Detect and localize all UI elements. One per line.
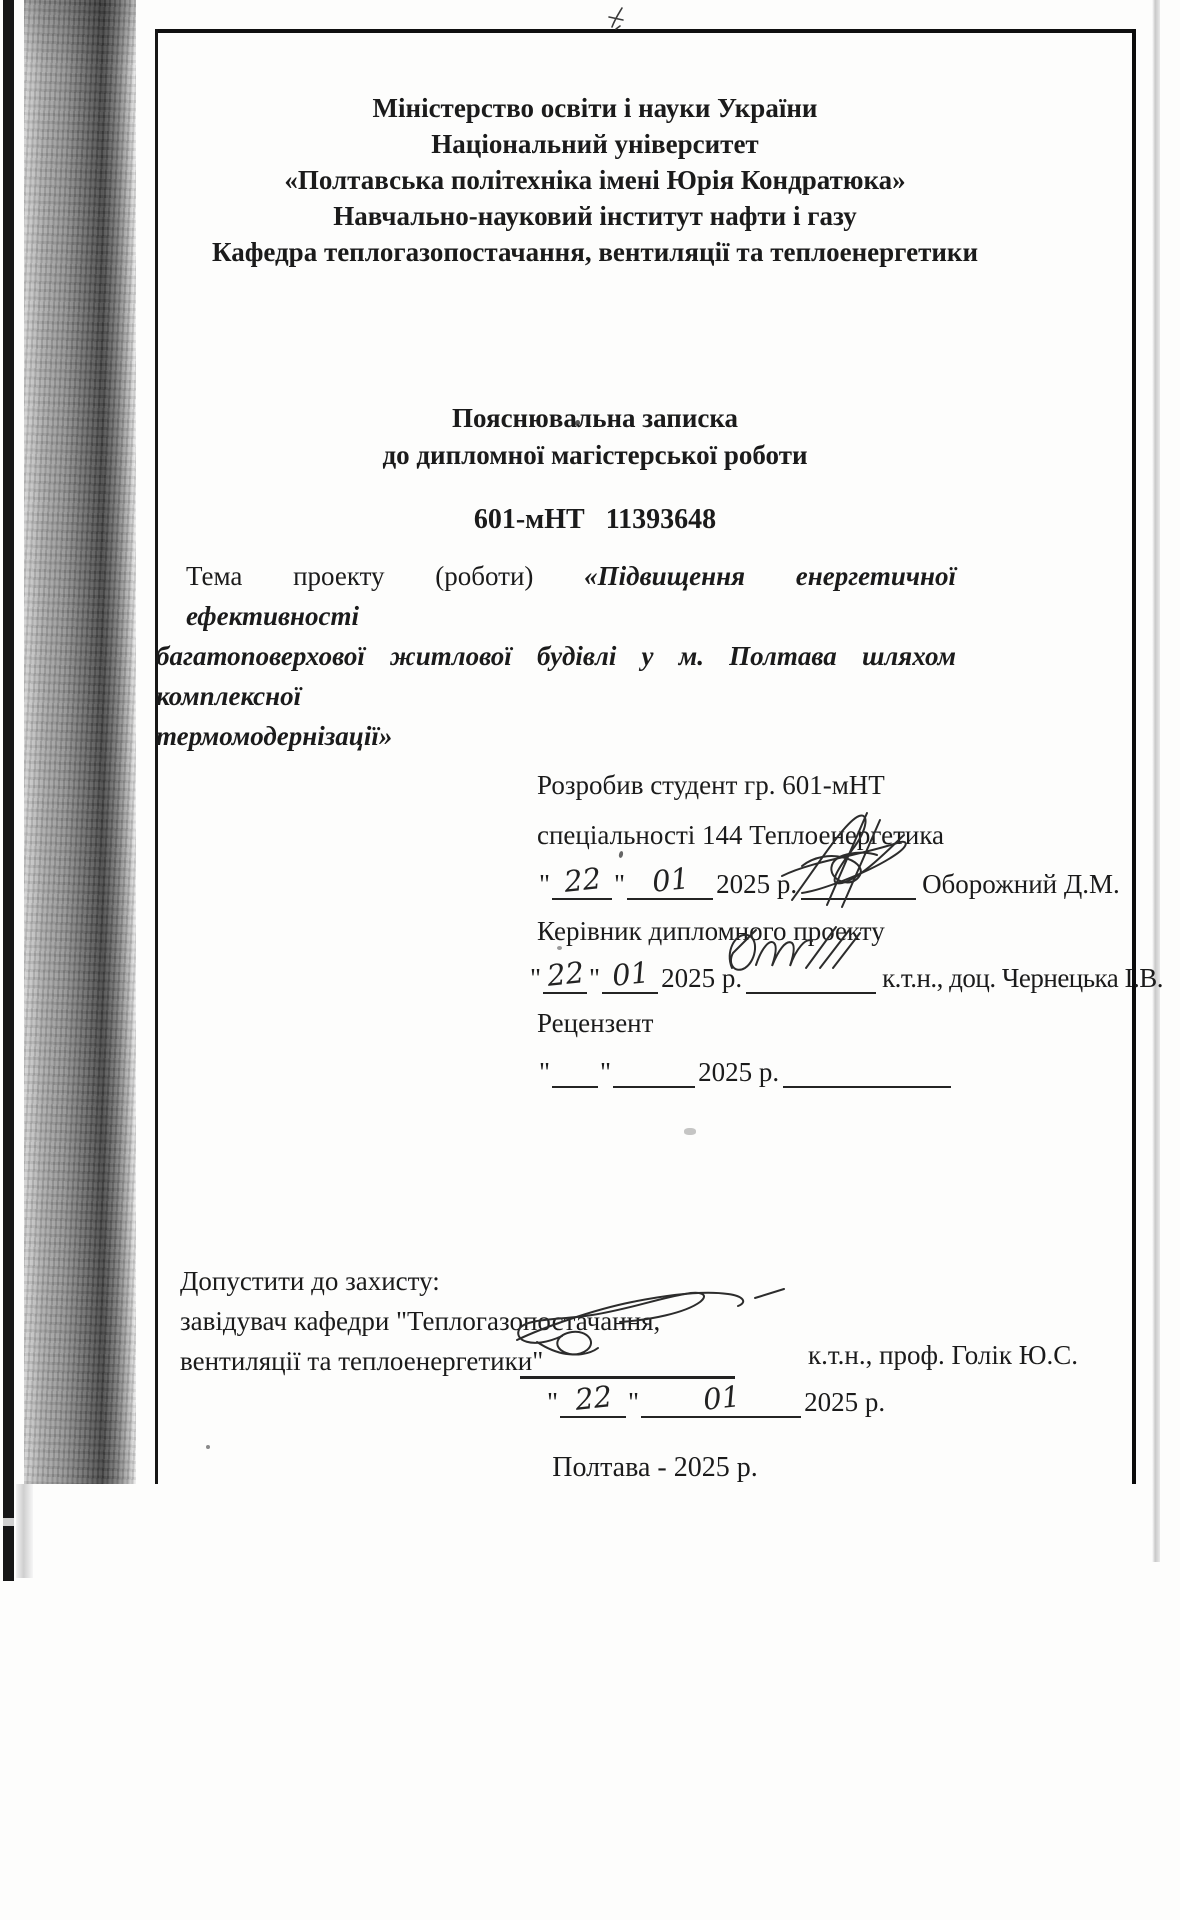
supervisor-name: к.т.н., доц. Чернецька І.В. xyxy=(882,963,1164,993)
quote-mark: " xyxy=(628,1387,640,1417)
month-blank xyxy=(627,861,713,900)
handwritten-day: 22 xyxy=(545,955,586,993)
day-blank xyxy=(543,955,587,994)
reviewer-date-row xyxy=(537,1052,951,1088)
year-label: 2025 р. xyxy=(698,1057,780,1087)
student-signature xyxy=(772,804,922,910)
reviewer-role: Рецензент xyxy=(537,1008,654,1038)
day-blank xyxy=(552,861,612,900)
theme-paragraph xyxy=(156,556,956,756)
handwritten-day: 22 xyxy=(573,1379,614,1417)
ministry-line: Міністерство освіти і науки України xyxy=(372,93,818,123)
paper-edge-shadow xyxy=(1152,0,1160,1562)
city-year-footer: Полтава - 2025 р. xyxy=(552,1452,758,1483)
month-blank xyxy=(602,955,658,994)
handwritten-month: 01 xyxy=(701,1379,742,1417)
quote-mark: " xyxy=(547,1387,559,1417)
group-code: 601-мНТ 11393648 xyxy=(473,504,717,535)
quote-mark: " xyxy=(589,963,601,993)
theme-line-2: багатоповерхової житлової будівлі у м. Полтава шляхом комплексної xyxy=(156,641,956,711)
year-label: 2025 р. xyxy=(804,1387,886,1417)
theme-line-1 xyxy=(156,556,956,636)
supervisor-role: Керівник дипломного проекту xyxy=(537,916,885,946)
scan-speck xyxy=(618,851,624,859)
theme-intro: Тема проекту (роботи) xyxy=(186,561,534,591)
quote-mark: " xyxy=(539,869,551,899)
handwritten-month: 01 xyxy=(650,861,691,899)
quote-mark: " xyxy=(600,1057,612,1087)
scan-speck xyxy=(684,1128,696,1135)
page-frame-top xyxy=(155,29,1136,33)
department-head-name: к.т.н., проф. Голік Ю.С. xyxy=(808,1340,1079,1370)
scan-left-strip-gap xyxy=(3,1518,14,1526)
department-line: Кафедра теплогазопостачання, вентиляції та теплоенергетики xyxy=(211,237,979,267)
developer-role-line-2: спеціальності 144 Теплоенергетика xyxy=(537,820,945,850)
scan-speck xyxy=(606,5,628,31)
month-blank xyxy=(613,1052,695,1088)
quote-mark: " xyxy=(530,963,542,993)
quote-mark: " xyxy=(614,869,626,899)
theme-title-part-1: «Підвищення енергетичної ефективності xyxy=(186,561,956,631)
title-line-1: Пояснювальна записка xyxy=(451,403,739,433)
supervisor-signature xyxy=(722,920,877,982)
approval-line-3: вентиляції та теплоенергетики" xyxy=(180,1346,544,1376)
developer-name: Оборожний Д.М. xyxy=(922,869,1120,899)
university-line-2: «Полтавська політехніка імені Юрія Кондратюка» xyxy=(284,165,906,195)
year-label: 2025 р. xyxy=(716,869,798,899)
institution-header xyxy=(155,90,1035,270)
theme-line-3: термомодернізації» xyxy=(156,721,393,751)
title-line-2: до дипломної магістерської роботи xyxy=(382,440,808,470)
university-line-1: Національний університет xyxy=(431,129,759,159)
reviewer-name-blank xyxy=(783,1052,951,1088)
approval-line-2: завідувач кафедри "Теплогазопостачання, xyxy=(180,1306,661,1336)
scanner-band-tail xyxy=(16,1484,33,1578)
department-head-signature xyxy=(500,1278,800,1374)
day-blank xyxy=(560,1379,626,1418)
institute-line: Навчально-науковий інститут нафти і газу xyxy=(333,201,857,231)
approval-date-row xyxy=(545,1379,889,1418)
scanner-shadow-band xyxy=(24,0,136,1484)
scan-left-black-strip xyxy=(3,0,14,1581)
year-label: 2025 р. xyxy=(661,963,743,993)
handwritten-month: 01 xyxy=(610,955,651,993)
handwritten-day: 22 xyxy=(562,861,603,899)
document-title xyxy=(155,400,1035,474)
scan-speck xyxy=(206,1445,210,1449)
day-blank xyxy=(552,1052,598,1088)
approval-heading: Допустити до захисту: xyxy=(180,1266,440,1296)
month-blank xyxy=(641,1379,801,1418)
page-frame-right xyxy=(1132,29,1136,1484)
developer-role-line-1: Розробив студент гр. 601-мНТ xyxy=(537,770,885,800)
quote-mark: " xyxy=(539,1057,551,1087)
